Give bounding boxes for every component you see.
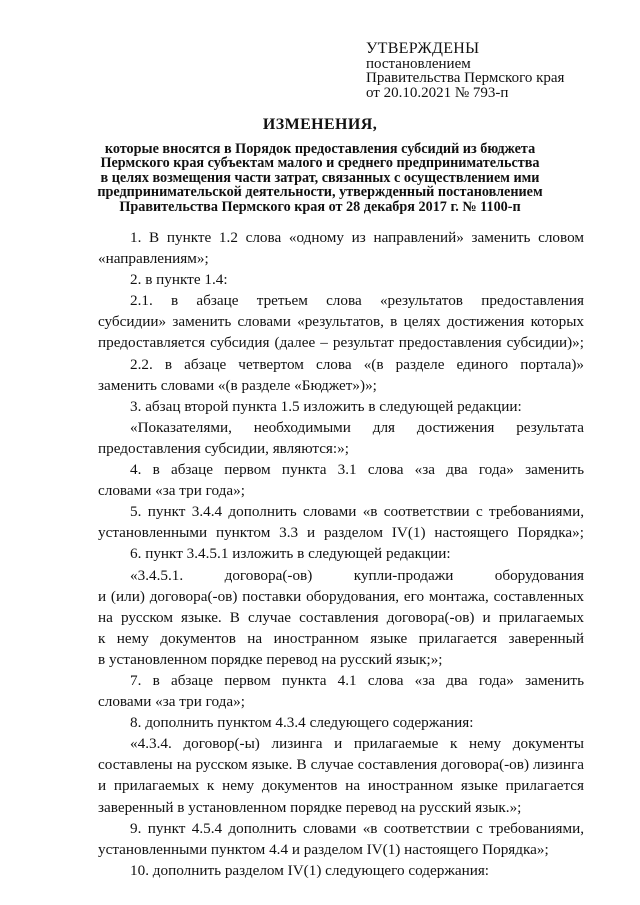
body-line: заверенный в установленном порядке перевод на русский язык.»; — [98, 798, 522, 816]
body-line: и (или) договора(-ов) поставки оборудования, его монтажа, составленных — [98, 587, 584, 605]
body-line: 10. дополнить разделом IV(1) следующего содержания: — [130, 861, 490, 879]
body-line: «4.3.4. договор(-ы) лизинга и прилагаемые к нему документы — [130, 735, 584, 753]
approval-stamp — [366, 42, 626, 100]
body-line: 6. пункт 3.4.5.1 изложить в следующей редакции: — [130, 545, 451, 563]
document-heading — [80, 116, 560, 214]
body-line: 7. в абзаце первом пункта 4.1 слова «за два года» заменить — [130, 671, 584, 689]
body-line: «3.4.5.1. договора(-ов) купли-продажи оборудования — [130, 566, 584, 584]
document-subtitle-line: в целях возмещения части затрат, связанных с осуществлением ими — [100, 169, 540, 186]
body-line: 4. в абзаце первом пункта 3.1 слова «за два года» заменить — [130, 461, 584, 479]
document-subtitle-line: предпринимательской деятельности, утвержденный постановлением — [97, 184, 543, 201]
body-line: 2.2. в абзаце четвертом слова «(в разделе единого портала)» — [130, 355, 584, 373]
body-line: субсидии» заменить словами «результатов, в целях достижения которых — [98, 313, 584, 331]
body-line: 3. абзац второй пункта 1.5 изложить в следующей редакции: — [130, 397, 522, 415]
approval-date: от 20.10.2021 № 793-п — [366, 84, 509, 101]
document-subtitle-line: которые вносятся в Порядок предоставления субсидий из бюджета — [104, 141, 536, 157]
approval-line: Правительства Пермского края — [366, 70, 565, 86]
body-line: 9. пункт 4.5.4 дополнить словами «в соответствии с требованиями, — [130, 819, 584, 837]
body-line: словами «за три года»; — [98, 482, 245, 500]
document-subtitle-line: Правительства Пермского края от 28 декабря 2017 г. № 1100-п — [119, 198, 521, 215]
body-line: 2. в пункте 1.4: — [130, 271, 228, 289]
body-line: и прилагаемых к нему документов на иностранном языке прилагается — [98, 777, 584, 795]
body-line: предоставления субсидии, являются:»; — [98, 439, 349, 457]
approval-title: УТВЕРЖДЕНЫ — [366, 40, 480, 57]
body-line: установленными пунктом 4.4 и разделом IV(1) настоящего Порядка»; — [98, 840, 549, 858]
body-line: «направлениям»; — [98, 250, 209, 268]
body-line: составлены на русском языке. В случае составления договора(-ов) лизинга — [98, 756, 584, 774]
body-line: 1. В пункте 1.2 слова «одному из направлений» заменить словом — [130, 229, 584, 246]
body-line: установленными пунктом 3.3 и разделом IV(1) настоящего Порядка»; — [98, 524, 584, 542]
document-title: ИЗМЕНЕНИЯ, — [262, 116, 378, 133]
body-line: 5. пункт 3.4.4 дополнить словами «в соответствии с требованиями, — [130, 503, 584, 521]
body-line: предоставляется субсидия (далее – результат предоставления субсидии)»; — [98, 334, 584, 352]
body-line: на русском языке. В случае составления договора(-ов) и прилагаемых — [98, 608, 584, 626]
body-line: 8. дополнить пунктом 4.3.4 следующего содержания: — [130, 714, 474, 732]
body-line: к нему документов на иностранном языке прилагается заверенный — [98, 629, 584, 647]
body-line: 2.1. в абзаце третьем слова «результатов предоставления — [130, 292, 584, 310]
body-line: «Показателями, необходимыми для достижения результата — [130, 418, 584, 436]
document-body — [98, 227, 584, 881]
document-subtitle-line: Пермского края субъектам малого и среднего предпринимательства — [100, 155, 540, 172]
body-line: словами «за три года»; — [98, 693, 245, 711]
body-line: в установленном порядке перевод на русский язык;»; — [98, 650, 443, 668]
approval-line: постановлением — [366, 55, 471, 72]
body-line: заменить словами «(в разделе «Бюджет»)»; — [98, 376, 377, 394]
